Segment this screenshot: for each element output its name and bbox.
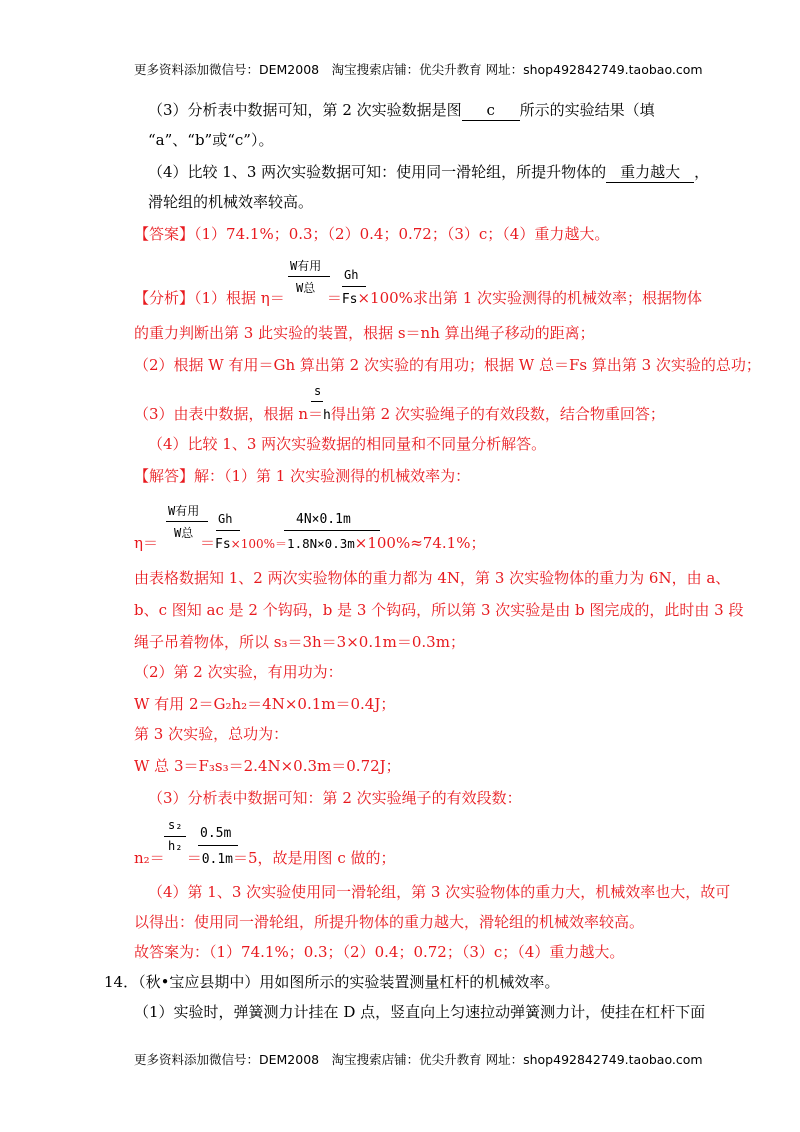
frac1-numerator: W有用 [290,259,322,273]
analysis-l4-a: （3）由表中数据，根据 n＝ [134,405,323,423]
q3-line2: “a”、“b”或“c”）。 [148,131,274,149]
frac4-bar [284,530,380,531]
solution-line7: 第 3 次实验，总功为： [134,725,289,743]
solution-line5: （2）第 2 次实验，有用功为： [134,663,343,681]
frac1-denominator: W总 [296,281,316,295]
q14-line2: （1）实验时，弹簧测力计挂在 D 点，竖直向上匀速拉动弹簧测力计，使挂在杠杆下面 [134,1003,706,1021]
solution-eq-tail: ×100%≈74.1%； [354,534,486,552]
frac2-numerator: Gh [344,268,359,282]
frac3-denominator: h [322,408,331,423]
analysis-line1 [134,288,702,310]
analysis-line2: 的重力判断出第 3 此实验的装置，根据 s＝nh 算出绳子移动的距离； [134,324,595,342]
frac4-fs-denominator: Fs [215,537,231,552]
q4-line2: 滑轮组的机械效率较高。 [148,193,314,211]
q4-text-b: ， [694,163,710,181]
frac6-numerator: 0.5m [200,826,232,841]
solution-n2-tail: ＝5，故是用图 c 做的； [233,849,396,867]
q4-answer-blank: 重力越大 [606,162,694,183]
analysis-line4 [134,404,665,426]
frac5-numerator: s₂ [168,818,183,832]
solution-line8: W 总 3＝F₃s₃＝2.4N×0.3m＝0.72J； [134,757,401,775]
analysis-line3: （2）根据 W 有用＝Gh 算出第 2 次实验的有用功；根据 W 总＝Fs 算出第 3 次实验的总功； [134,356,761,374]
analysis-line5: （4）比较 1、3 两次实验数据的相同量和不同量分析解答。 [148,435,547,453]
solution-line1: 【解答】解：（1）第 1 次实验测得的机械效率为： [134,467,471,485]
frac3-bar [311,401,323,402]
frac4-gh-numerator: Gh [218,512,233,526]
frac1-bar [288,276,330,277]
solution-line4: 绳子吊着物体，所以 s₃＝3h＝3×0.1m＝0.3m； [134,633,465,651]
analysis-l4-b: 得出第 2 次实验绳子的有效段数，结合物重回答； [330,405,665,423]
page-footer: 更多资料添加微信号：DEM2008 淘宝搜索店铺：优尖升教育 网址：shop492842749.taobao.com [134,1052,703,1067]
eq-2: ＝ [186,849,202,867]
frac6-bar [198,845,238,846]
frac5-denominator: h₂ [168,839,183,853]
solution-eta: η＝ [134,534,158,552]
frac4-w-denominator: W总 [174,526,194,540]
q3-line1 [148,100,655,121]
analysis-l1-eq: ＝ [326,289,342,307]
q3-text-b: 所示的实验结果（填 [519,101,655,119]
frac4-w-bar [166,521,208,522]
frac6-denominator: 0.1m [201,852,234,867]
analysis-l1-b: ×100%求出第 1 次实验测得的机械效率；根据物体 [357,289,703,307]
frac2-denominator: Fs [341,292,358,307]
solution-line12: 故答案为：（1）74.1%；0.3；（2）0.4；0.72；（3）c；（4）重力越大。 [134,943,625,961]
solution-n2-line [134,848,396,870]
solution-line11: 以得出：使用同一滑轮组，所提升物体的重力越大，滑轮组的机械效率较高。 [134,913,645,931]
solution-eta-line: η＝ ＝Fs×100%＝1.8N×0.3m×100%≈74.1%； [134,534,486,552]
solution-line10: （4）第 1、3 次实验使用同一滑轮组，第 3 次实验物体的重力大，机械效率也大，故可 [148,883,731,901]
solution-line2: 由表格数据知 1、2 两次实验物体的重力都为 4N，第 3 次实验物体的重力为 6N，由 a、 [134,569,731,587]
solution-line9: （3）分析表中数据可知：第 2 次实验绳子的有效段数： [148,789,522,807]
frac4-w-numerator: W有用 [168,504,200,518]
solution-line6: W 有用 2＝G₂h₂＝4N×0.1m＝0.4J； [134,695,396,713]
frac2-bar [342,286,366,287]
q3-answer-blank: c [462,100,520,121]
frac3-numerator: s [314,384,322,398]
eq-1: ＝ [200,534,216,552]
frac4-gh-bar [216,530,240,531]
q4-text-a: （4）比较 1、3 两次实验数据可知：使用同一滑轮组，所提升物体的 [148,163,607,181]
page-header: 更多资料添加微信号：DEM2008 淘宝搜索店铺：优尖升教育 网址：shop492842749.taobao.com [134,62,703,77]
solution-n2: n₂＝ [134,849,165,867]
q3-text-a: （3）分析表中数据可知，第 2 次实验数据是图 [148,101,462,119]
analysis-l1-a: 【分析】（1）根据 η＝ [134,289,285,307]
q4-line1 [148,162,709,183]
frac4-numerator: 4N×0.1m [296,512,351,527]
frac5-bar [164,836,186,837]
answer-line: 【答案】（1）74.1%；0.3；（2）0.4；0.72；（3）c；（4）重力越大。 [134,225,610,243]
frac4-denominator: 1.8N×0.3m [287,536,355,551]
q14-line1: 14．（秋•宝应县期中）用如图所示的实验装置测量杠杆的机械效率。 [104,973,560,991]
solution-line3: b、c 图知 ac 是 2 个钩码，b 是 3 个钩码，所以第 3 次实验是由 b 图完成的，此时由 3 段 [134,601,744,619]
